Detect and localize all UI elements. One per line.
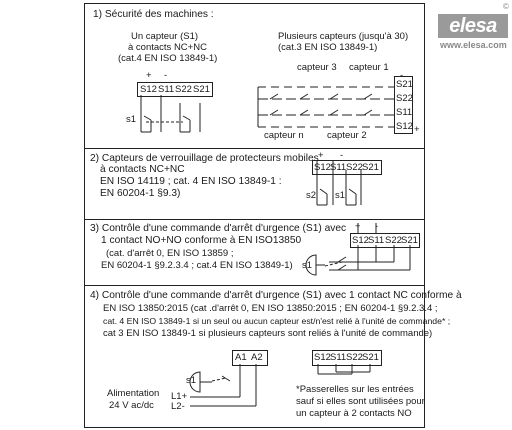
s4-line-4: cat 3 EN ISO 13849-1 si plusieurs capteurs sont reliés à l'unité de commande) <box>103 328 433 339</box>
s3-line-3: (cat. d'arrêt 0, EN ISO 13859 ; <box>106 248 234 259</box>
s4-terminal-2: S11 <box>330 352 347 363</box>
s1-multi-plus: + <box>414 124 420 135</box>
s4-line-1: 4) Contrôle d'une commande d'arrêt d'urgence (S1) avec 1 contact NC conforme à <box>90 290 462 301</box>
s4-line-3: cat. 4 EN ISO 13849-1 si un seul ou aucun capteur est/n'est relié à l'unité de commande* ; <box>103 316 451 326</box>
s1-multi-line-2: (cat.3 EN ISO 13849-1) <box>278 42 378 53</box>
s2-plus: + <box>318 150 324 161</box>
s1-single-plus: + <box>146 70 152 81</box>
s4-line-label-l1: L1+ <box>171 391 188 402</box>
s2-line-3: EN ISO 14119 ; cat. 4 EN ISO 13849-1 : <box>100 176 282 187</box>
s4-supply-terminal-a2: A2 <box>251 352 263 363</box>
s2-terminal-1: S12 <box>314 162 331 173</box>
s1-single-terminal-3: S22 <box>175 84 192 95</box>
brand-logo <box>438 14 508 38</box>
s4-terminal-1: S12 <box>314 352 331 363</box>
s1-single-line-3: (cat.4 EN ISO 13849-1) <box>118 53 218 64</box>
s3-line-2: 1 contact NO+NO conforme à EN ISO13850 <box>101 235 302 246</box>
s4-note-line-1: *Passerelles sur les entrées <box>296 384 414 395</box>
s1-single-terminal-2: S11 <box>158 84 175 95</box>
s1-single-line-2: à contacts NC+NC <box>128 42 207 53</box>
s3-minus: - <box>375 221 379 232</box>
s1-heading: 1) Sécurité des machines : <box>93 9 214 20</box>
s4-line-label-l2: L2- <box>171 401 185 412</box>
s1-single-terminal-4: S21 <box>193 84 210 95</box>
s2-minus: - <box>340 150 344 161</box>
s4-note-line-2: sauf si elles sont utilisées pour <box>296 396 425 407</box>
s2-terminal-3: S22 <box>346 162 363 173</box>
s4-line-2: EN ISO 13850:2015 (cat .d'arrêt 0, EN ISO 13850:2015 ; EN 60204-1 §9.2.3.4 ; <box>103 303 438 314</box>
s3-terminal-3: S22 <box>385 235 402 246</box>
s4-terminal-4: S21 <box>362 352 379 363</box>
s1-single-terminal-1: S12 <box>140 84 157 95</box>
s4-terminal-3: S22 <box>346 352 363 363</box>
s1-multi-terminal-3: S11 <box>396 107 413 118</box>
s1-single-wiring <box>141 95 200 132</box>
s3-line-1: 3) Contrôle d'une commande d'arrêt d'urgence (S1) avec <box>90 223 347 234</box>
s2-terminal-4: S21 <box>362 162 379 173</box>
s2-switch-s2: s2 <box>306 190 317 201</box>
s4-supply-label-2: 24 V ac/dc <box>109 400 154 411</box>
brand-copyright: © <box>503 2 509 11</box>
s1-multi-label-capteur-1: capteur 1 <box>349 62 389 73</box>
s1-multi-label-capteur-3: capteur 3 <box>297 62 337 73</box>
s1-multi-label-capteur-2: capteur 2 <box>327 130 367 141</box>
brand-url: www.elesa.com <box>440 40 507 50</box>
s4-supply-terminal-a1: A1 <box>235 352 247 363</box>
s4-supply-label-1: Alimentation <box>107 388 160 399</box>
s1-multi-terminal-2: S22 <box>396 93 413 104</box>
s1-multi-terminal-1: S21 <box>396 79 413 90</box>
s1-multi-label-capteur-n: capteur n <box>264 130 304 141</box>
s1-single-line-1: Un capteur (S1) <box>131 31 199 42</box>
s3-switch-label: s1 <box>302 260 313 271</box>
s3-terminal-4: S21 <box>401 235 418 246</box>
s1-multi-wiring <box>258 87 394 127</box>
s1-single-switch-label: s1 <box>126 114 137 125</box>
s2-line-2: à contacts NC+NC <box>100 164 185 175</box>
s1-multi-terminal-4: S12 <box>396 121 413 132</box>
s4-switch-label: s1 <box>186 375 197 386</box>
s1-multi-line-1: Plusieurs capteurs (jusqu'à 30) <box>278 31 409 42</box>
s4-note-line-3: un capteur à 2 contacts NO <box>296 408 412 419</box>
s3-terminal-1: S12 <box>352 235 369 246</box>
s2-line-4: EN 60204-1 §9.3) <box>100 188 181 199</box>
s2-terminal-2: S11 <box>330 162 347 173</box>
s3-line-4: EN 60204-1 §9.2.3.4 ; cat.4 EN ISO 13849-1) <box>101 260 293 271</box>
s1-single-minus: - <box>164 70 168 81</box>
brand-name: elesa <box>449 15 497 37</box>
s1-multi-minus: - <box>400 70 404 81</box>
s3-plus: + <box>355 221 361 232</box>
s2-line-1: 2) Capteurs de verrouillage de protecteurs mobiles <box>90 153 319 164</box>
s3-terminal-2: S11 <box>368 235 385 246</box>
s2-switch-s1: s1 <box>335 190 346 201</box>
